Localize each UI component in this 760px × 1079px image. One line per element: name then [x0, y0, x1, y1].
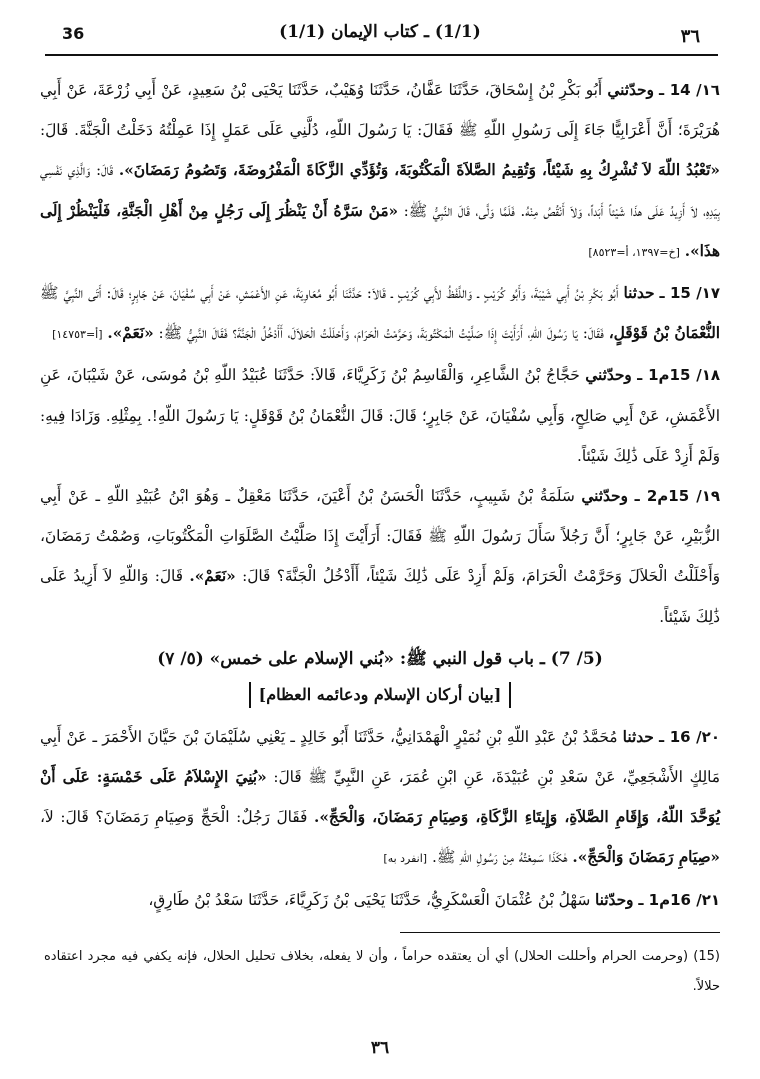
- chapter-subtitle: [بيان أركان الإسلام ودعائمه العظام]: [249, 682, 512, 708]
- chain-lead: وحدّثنا: [595, 890, 634, 909]
- chain-lead: وحدّثني: [607, 81, 654, 99]
- hadith-number: ١٨/ 15م1 ـ: [637, 366, 720, 385]
- running-header: [40, 22, 720, 48]
- footer-page-number: ٣٦: [370, 1038, 390, 1058]
- footnote: (15) (وحرمت الحرام وأحللت الحلال) أي أن يعتقده حراماً ، وأن لا يفعله، بخلاف تحليل الحلال، فإنه يكفي فيه مجرد اعتقاده حلالاً.: [44, 949, 720, 994]
- hadith-text: أَبُو بَكْرِ بْنُ أَبِي شَيْبَةَ، وَأَبُو كُرَيْبٍ ـ وَاللَّفْظُ لأَبِي كُرَيْبٍ ـ قَالاَ: حَدَّثَنَا أَبُو مُعَاوِيَةَ، عَنِ الأَعْمَشِ، عَنْ أَبِي سُفْيَانَ، عَنْ جَابِرٍ؛ قَالَ: أَتَى النَّبِيَّ ﷺ: [40, 284, 619, 303]
- hadith-number: ٢٠/ 16 ـ: [658, 727, 720, 746]
- hadith-text-cont: فَقَالَ رَجُلٌ: الْحَجِّ وَصِيَامِ رَمَضَانَ؟ قَالَ: لاَ،: [40, 808, 308, 827]
- cross-reference: [أ=١٤٧٥٣]: [52, 328, 103, 342]
- hadith-number: ١٧/ 15 ـ: [659, 284, 720, 303]
- hadith-text: حَجَّاجُ بْنُ الشَّاعِرِ، وَالْقَاسِمُ بْنُ زَكَرِيَّاءَ، قَالاَ: حَدَّثَنَا عُبَيْدُ اللّهِ بْنُ مُوسَى، عَنْ شَيْبَانَ، عَنِ الأَعْمَشِ، عَنْ أَبِي صَالِحٍ، وَأَبِي سُفْيَانَ، عَنْ جَابِرٍ؛ قَالَ: قَالَ النُّعْمَانُ بْنُ قَوْقَلٍ: يَا رَسُولَ اللّهِ!. بِمِثْلِهِ. وَزَادَا فِيهِ: وَلَمْ أَزِدْ عَلَى ذَٰلِكَ شَيْئاً.: [40, 366, 720, 465]
- hadith-number: ١٦/ 14 ـ: [659, 81, 720, 99]
- narrator-name: النُّعْمَانُ بْنُ قَوْقَلٍ،: [608, 324, 720, 343]
- hadith-text-cont: قَالَ: وَالَّذِي نَفْسِي بِيَدِهِ، لاَ أَزِيدُ عَلَى هذَا شَيْئاً أَبَداً، وَلاَ أَنْقُصُ مِنْهُ. فَلَمَّا وَلَّى، قَالَ النَّبِيُّ ﷺ:: [40, 161, 720, 220]
- page-number-right: ٣٦: [680, 26, 700, 47]
- hadith-18: [40, 355, 720, 476]
- hadith-number: ٢١/ 16م1 ـ: [638, 890, 720, 909]
- chapter-title: (5/ 7) ـ باب قول النبي ﷺ: «بُني الإسلام على خمس» (٥/ ٧): [157, 648, 603, 669]
- cross-reference: [خ=١٣٩٧، أ=٨٥٢٣]: [588, 245, 680, 259]
- chain-lead: وحدّثني: [585, 366, 632, 385]
- prophet-saying-2: «مَنْ سَرَّهُ أَنْ يَنْظُرَ إِلَى رَجُلٍ مِنْ أَهْلِ الْجَنَّةِ، فَلْيَنْظُرْ إِلَى هذَا».: [40, 201, 720, 260]
- hadith-text: أَبُو بَكْرِ بْنُ إِسْحَاقَ، حَدَّثَنَا عَفَّانُ، حَدَّثَنَا وُهَيْبٌ، حَدَّثَنَا يَحْيَى بْنُ سَعِيدٍ، عَنْ أَبِي زُرْعَةَ، عَنْ أَبِي هُرَيْرَةَ؛ أَنَّ أَعْرَابِيًّا جَاءَ إِلَى رَسُولِ اللّهِ ﷺ فَقَالَ: يَا رَسُولَ اللّهِ، دُلَّنِي عَلَى عَمَلٍ إِذَا عَمِلْتُهُ دَخَلْتُ الْجَنَّةَ. قَالَ:: [40, 81, 720, 140]
- prophet-saying: «تَعْبُدُ اللّهَ لاَ تُشْرِكُ بِهِ شَيْئاً، وَتُقِيمُ الصَّلاَةَ الْمَكْتُوبَةَ، وَتُؤَدِّي الزَّكَاةَ الْمَفْرُوضَةَ، وَتَصُومُ رَمَضَانَ».: [118, 161, 720, 180]
- hadith-21: [40, 880, 720, 920]
- chain-lead: حدثنا: [622, 727, 654, 746]
- hadith-text: سَهْلُ بْنُ عُثْمَانَ الْعَسْكَرِيُّ، حَدَّثَنَا يَحْيَى بْنُ زَكَرِيَّاءَ، حَدَّثَنَا سَعْدُ بْنُ طَارِقٍ،: [148, 890, 591, 909]
- hadith-20: [40, 717, 720, 880]
- prophet-saying: «بُنِيَ الإِسْلاَمُ عَلَى خَمْسَةٍ: عَلَى أَنْ يُوَحَّدَ اللّهُ، وَإِقَامِ الصَّلاَةِ، وَإِيتَاءِ الزَّكَاةِ، وَصِيَامِ رَمَضَانَ، وَالْحَجِّ».: [40, 768, 720, 827]
- header-title: (1/1) ـ كتاب الإيمان (1/1): [279, 22, 481, 42]
- page-number-left: 36: [62, 24, 85, 43]
- hadith-text-cont: فَقَالَ: يَا رَسُولَ اللّهِ، أَرَأَيْتَ إِذَا صَلَّيْتُ الْمَكْتُوبَةَ، وَحَرَّمْتُ الْحَرَامَ، وَأَحْلَلْتُ الْحَلاَلَ، أَأَدْخُلُ الْجَنَّةَ؟ فَقَالَ النَّبِيُّ ﷺ:: [158, 324, 604, 343]
- hadith-17: [40, 273, 720, 355]
- main-text: [40, 70, 720, 920]
- hadith-text-end: هٰكَذَا سَمِعْتُهُ مِنْ رَسُولِ اللّهِ ﷺ.: [431, 848, 568, 867]
- chain-lead: حدثنا: [623, 284, 655, 303]
- cross-reference: [انفرد به]: [383, 852, 428, 866]
- hadith-16: [40, 70, 720, 273]
- prophet-saying: «نَعَمْ».: [107, 324, 154, 343]
- prophet-saying: «نَعَمْ».: [189, 567, 236, 586]
- chain-lead: وحدّثني: [581, 487, 628, 506]
- hadith-19: [40, 476, 720, 637]
- hadith-text: مُحَمَّدُ بْنُ عَبْدِ اللّهِ بْنِ نُمَيْرٍ الْهَمْدَانِيُّ، حَدَّثَنَا أَبُو خَالِدٍ ـ يَعْنِي سُلَيْمَانَ بْنَ حَيَّانَ الأَحْمَرَ ـ عَنْ أَبِي مَالِكٍ الأَشْجَعِيِّ، عَنْ سَعْدِ بْنِ عُبَيْدَةَ، عَنِ ابْنِ عُمَرَ، عَنِ النَّبِيِّ ﷺ قَالَ:: [40, 727, 720, 787]
- prophet-saying-2: «صِيَامِ رَمَضَانَ وَالْحَجِّ».: [572, 848, 720, 867]
- hadith-text: سَلَمَةُ بْنُ شَبِيبٍ، حَدَّثَنَا الْحَسَنُ بْنُ أَعْيَنَ، حَدَّثَنَا مَعْقِلٌ ـ وَهُوَ ابْنُ عُبَيْدِ اللّهِ ـ عَنْ أَبِي الزُّبَيْرِ، عَنْ جَابِرٍ؛ أَنَّ رَجُلاً سَأَلَ رَسُولَ اللّهِ ﷺ فَقَالَ: أَرَأَيْتَ إِذَا صَلَّيْتُ الصَّلَوَاتِ الْمَكْتُوبَاتِ، وَصُمْتُ رَمَضَانَ، وَأَحْلَلْتُ الْحَلاَلَ وَحَرَّمْتُ الْحَرَامَ، وَلَمْ أَزِدْ عَلَى ذَٰلِكَ شَيْئاً، أَأَدْخُلُ الْجَنَّةَ؟ قَالَ:: [40, 487, 720, 586]
- chapter-subtitle-box: [40, 677, 720, 713]
- hadith-number: ١٩/ 15م2 ـ: [634, 487, 720, 506]
- header-rule: [45, 54, 718, 56]
- footnote-rule: [400, 932, 720, 933]
- hadith-text-cont: قَالَ: وَاللّهِ لاَ أَزِيدُ عَلَى ذَٰلِكَ شَيْئاً.: [40, 567, 720, 626]
